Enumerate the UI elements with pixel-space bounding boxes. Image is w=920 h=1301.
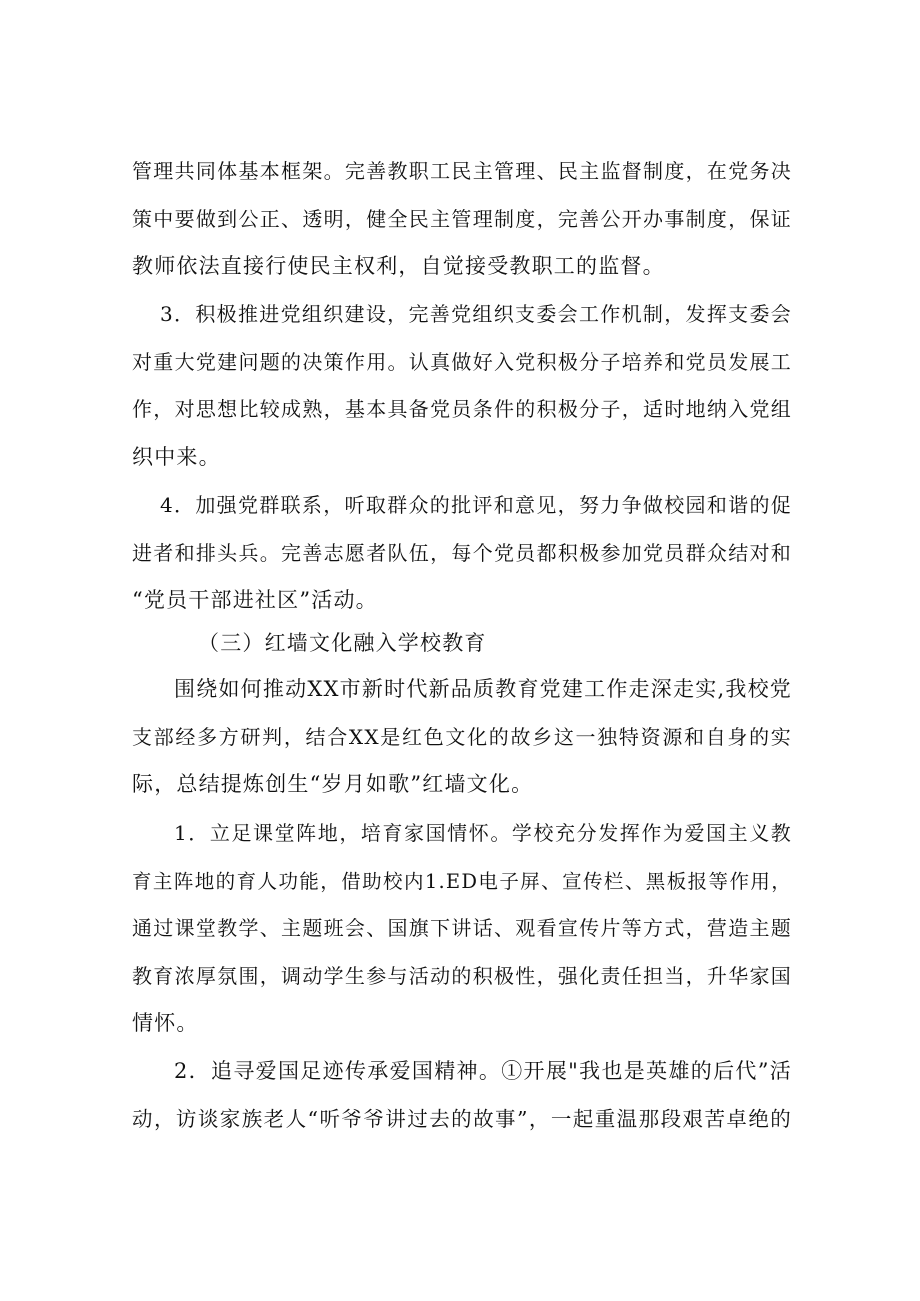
paragraph-line: 际，总结提炼创生“岁月如歌”红墙文化。 xyxy=(132,772,534,796)
paragraph-3 xyxy=(132,482,792,625)
paragraph-line: 作，对思想比较成熟，基本具备党员条件的积极分子，适时地纳入党组 xyxy=(132,397,792,421)
paragraph-line: 3．积极推进党组织建设，完善党组织支委会工作机制，发挥支委会 xyxy=(160,302,792,326)
paragraph-line: 动，访谈家族老人“听爷爷讲过去的故事”，一起重温那段艰苦卓绝的 xyxy=(132,1106,792,1131)
section-heading: （三）红墙文化融入学校教育 xyxy=(198,631,487,655)
paragraph-4 xyxy=(132,666,792,809)
paragraph-2 xyxy=(132,291,792,481)
paragraph-line: 情怀。 xyxy=(132,1011,199,1035)
paragraph-line: 4．加强党群联系，听取群众的批评和意见，努力争做校园和谐的促 xyxy=(160,493,792,517)
paragraph-line: 通过课堂教学、主题班会、国旗下讲话、观看宣传片等方式，营造主题 xyxy=(132,916,792,940)
paragraph-line: “党员干部进社区”活动。 xyxy=(132,588,378,612)
paragraph-line: 支部经多方研判，结合XX是红色文化的故乡这一独特资源和自身的实 xyxy=(132,724,792,749)
paragraph-line: 织中来。 xyxy=(132,444,221,469)
paragraph-line: 策中要做到公正、透明，健全民主管理制度，完善公开办事制度，保证 xyxy=(132,206,792,231)
paragraph-5 xyxy=(132,810,792,1048)
paragraph-1 xyxy=(132,148,792,291)
paragraph-line: 对重大党建问题的决策作用。认真做好入党积极分子培养和党员发展工 xyxy=(132,349,792,374)
paragraph-line: 管理共同体基本框架。完善教职工民主管理、民主监督制度，在党务决 xyxy=(132,159,792,183)
paragraph-line: 教师依法直接行使民主权利，自觉接受教职工的监督。 xyxy=(132,254,665,278)
paragraph-line: 育主阵地的育人功能，借助校内1.ED电子屏、宣传栏、黑板报等作用， xyxy=(132,869,792,893)
paragraph-line: 围绕如何推动XX市新时代新品质教育党建工作走深走实,我校党 xyxy=(174,677,792,701)
paragraph-line: 进者和排头兵。完善志愿者队伍，每个党员都积极参加党员群众结对和 xyxy=(132,540,792,565)
paragraph-line: 2．追寻爱国足迹传承爱国精神。①开展"我也是英雄的后代”活 xyxy=(174,1059,792,1083)
paragraph-line: 教育浓厚氛围，调动学生参与活动的积极性，强化责任担当，升华家国 xyxy=(132,963,792,988)
paragraph-6 xyxy=(132,1048,792,1143)
paragraph-line: 1．立足课堂阵地，培育家国情怀。学校充分发挥作为爱国主义教 xyxy=(174,821,792,845)
